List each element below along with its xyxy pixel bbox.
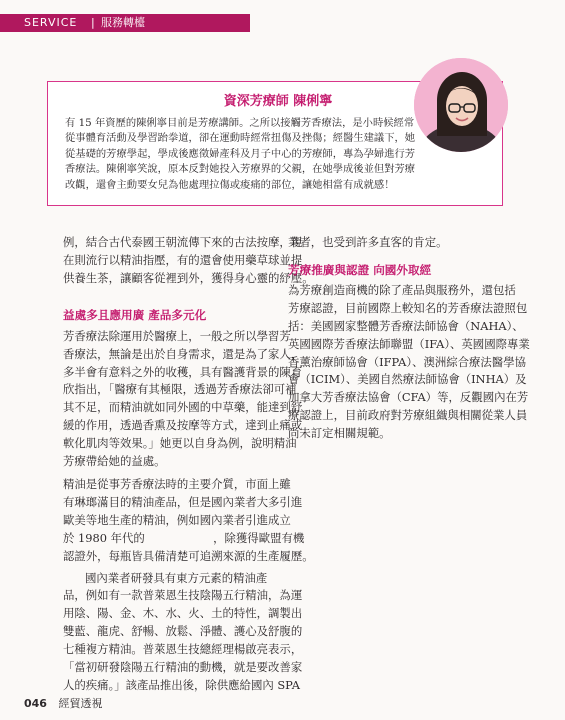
bio-line: 香療法。陳俐寧笑說，原本反對她投入芳療界的父親，在她學成後並但對芳療: [65, 163, 416, 176]
publication-name: 經貿透視: [58, 697, 103, 710]
text-line: 七種複方精油。普萊恩生技總經理楊啟亮表示，: [63, 642, 303, 657]
left-column: [63, 234, 314, 695]
bio-line: 有 15 年資歷的陳俐寧目前是芳療講師。之所以接觸芳香療法，是小時候經常: [65, 117, 415, 129]
text-line: 有琳瑯滿目的精油產品，但是國內業者大多引進: [63, 494, 303, 509]
section-label-en: SERVICE: [24, 16, 78, 29]
text-line: 於 1980 年代的 ，除獲得歐盟有機: [63, 530, 305, 545]
right-column: [288, 234, 530, 443]
text-line: 國內業者研發具有東方元素的精油產: [85, 570, 268, 585]
bio-line: 從基礎的芳療學起，學成後應徵婦產科及月子中心的芳療師，專為孕婦進行芳: [65, 147, 416, 160]
bio-text: [65, 116, 416, 193]
text-line: 欣指出，「醫療有其極限，透過芳香療法卻可補: [63, 382, 297, 397]
text-line: 香療法，無論是出於自身需求，還是為了家人，: [63, 346, 303, 361]
page-number: 046: [24, 697, 47, 710]
text-line: 其不足，而精油就如同外國的中草藥，能達到舒: [63, 400, 303, 415]
text-line: 香薰治療師協會（IFPA）、澳洲綜合療法醫學協: [288, 354, 526, 369]
portrait-illustration: [414, 58, 508, 152]
text-line: 芳療帶給她的益處。: [63, 454, 166, 469]
section-heading-certification: 芳療推廣與認證 向國外取經: [288, 262, 432, 277]
section-header: [0, 14, 250, 32]
text-line: 多半會有意料之外的收穫，具有醫護背景的陳育: [63, 364, 303, 379]
text-line: 會（ICIM）、美國自然療法師協會（INHA）及: [288, 372, 527, 387]
text-line: 療認證上，目前政府對芳療組織與相關從業人員: [288, 408, 528, 423]
text-line: 芳療認證，目前國際上較知名的芳香療法證照包: [288, 300, 528, 315]
paragraph-intro: [63, 234, 314, 288]
text-line: 人的疾痛。」該產品推出後，除供應給國內 SPA: [63, 677, 300, 692]
text-line: 精油是從事芳香療法時的主要介質，市面上雖: [63, 476, 291, 491]
page-footer: [24, 697, 102, 711]
bio-line: 改觀，還會主動要女兒為他處理拉傷或痠痛的部位，讓她相當有成就感！: [65, 178, 395, 191]
text-line: 在則流行以精油指壓，有的還會使用藥草球並提: [63, 252, 303, 267]
text-line: 為芳療創造商機的除了產品與服務外，還包括: [288, 282, 516, 297]
bio-title: 資深芳療師 陳俐寧: [223, 94, 333, 109]
text-line: 加拿大芳香療法協會（CFA）等，反觀國內在芳: [288, 390, 529, 405]
paragraph-certification: [288, 282, 530, 443]
text-line: 尚未訂定相關規範。: [288, 426, 391, 441]
text-line: 供養生茶，讓顧客從裡到外，獲得身心靈的紓壓。: [63, 270, 314, 285]
text-line: 括：美國國家整體芳香療法師協會（NAHA）、: [288, 318, 524, 333]
section-separator: |: [91, 16, 95, 29]
paragraph-benefits: [63, 328, 303, 471]
text-line: 業者，也受到許多直客的肯定。: [288, 235, 448, 249]
paragraph-continued: [288, 234, 510, 252]
text-line: 軟化肌肉等效果。」她更以自身為例，說明精油: [63, 436, 297, 451]
text-line: 例，結合古代泰國王朝流傳下來的古法按摩，現: [63, 235, 303, 249]
text-line: 芳香療法除運用於醫療上，一般之所以學習芳: [63, 328, 291, 343]
paragraph-local-products-cont: [63, 587, 303, 694]
section-heading-benefits: 益處多且應用廣 產品多元化: [63, 307, 207, 322]
text-line: 認證外，每瓶皆具備清楚可追溯來源的生產履歷。: [63, 548, 314, 563]
text-line: 緩的作用，透過香熏及按摩等方式，達到止痛或: [63, 418, 303, 433]
paragraph-local-products: [63, 570, 267, 588]
text-line: 雙藍、龍虎、舒暢、放鬆、淨體、護心及舒腹的: [63, 624, 303, 639]
section-label-zh: 服務轉檯: [101, 16, 145, 29]
portrait-photo: [414, 58, 508, 152]
text-line: 品，例如有一款普萊恩生技陰陽五行精油，為運: [63, 588, 303, 603]
bio-line: 從事體育活動及學習跆拳道，卻在運動時經常扭傷及挫傷；經醫生建議下，她: [65, 132, 416, 145]
text-line: 「當初研發陰陽五行精油的動機，就是要改善家: [63, 660, 303, 675]
text-line: 用陰、陽、金、木、水、火、土的特性，調製出: [63, 606, 303, 621]
text-line: 歐美等地生產的精油，例如國內業者引進成立: [63, 512, 291, 527]
paragraph-essential-oils: [63, 476, 314, 566]
text-line: 英國國際芳香療法師聯盟（IFA）、英國國際專業: [288, 336, 530, 351]
